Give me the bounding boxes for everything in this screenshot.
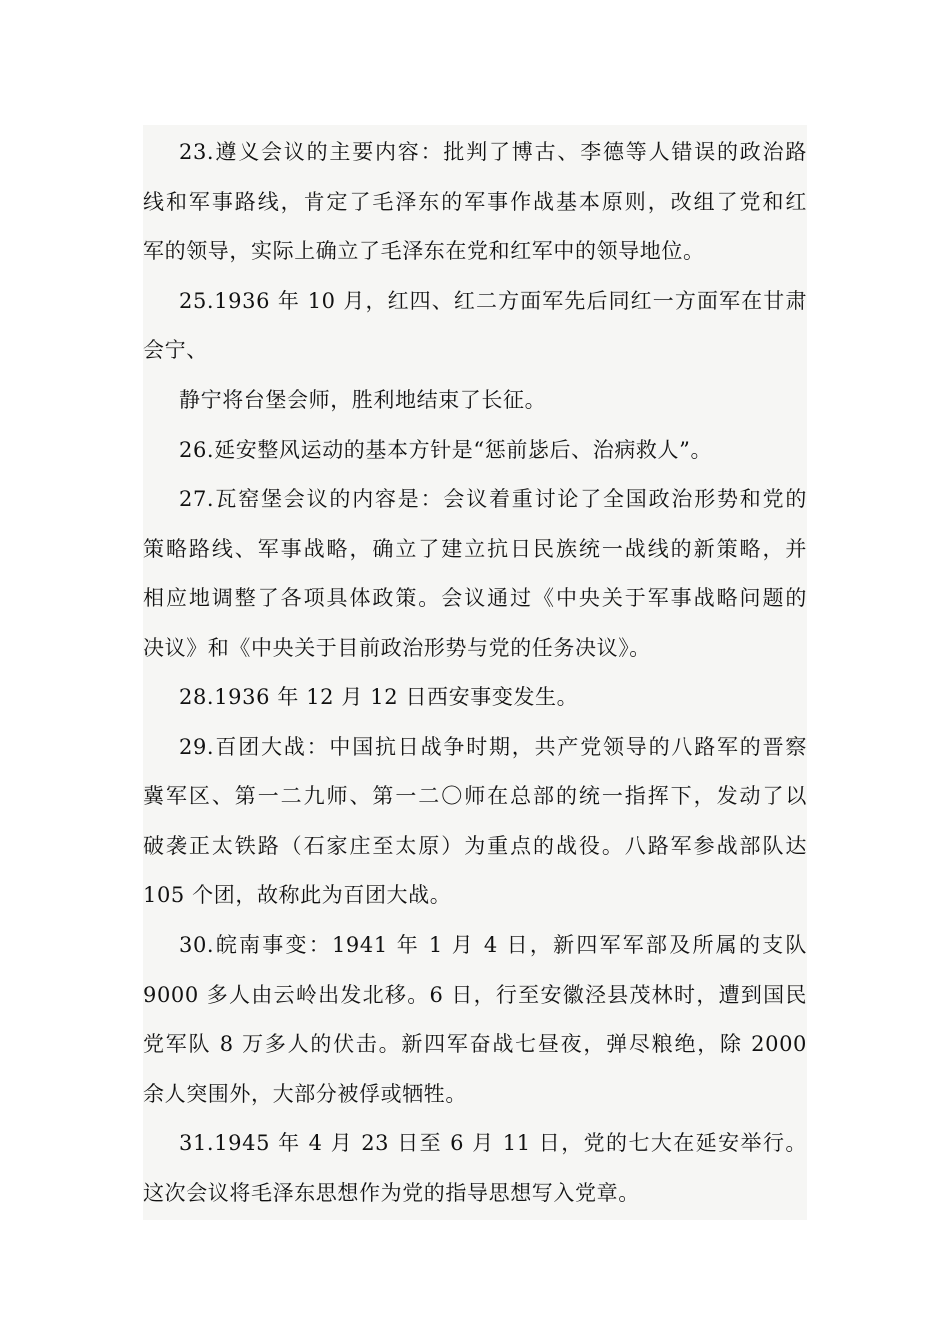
text-block	[143, 125, 807, 1220]
text-line: 这次会议将毛泽东思想作为党的指导思想写入党章。	[143, 1181, 640, 1205]
text-line: 线和军事路线，肯定了毛泽东的军事作战基本原则，改组了党和红	[143, 190, 807, 214]
text-line: 25.1936 年 10 月，红四、红二方面军先后同红一方面军在甘肃	[179, 289, 807, 313]
text-line: 23.遵义会议的主要内容：批判了博古、李德等人错误的政治路	[179, 140, 807, 164]
text-line: 28.1936 年 12 月 12 日西安事变发生。	[179, 685, 579, 709]
text-line: 余人突围外，大部分被俘或牺牲。	[143, 1082, 467, 1106]
text-line: 27.瓦窑堡会议的内容是：会议着重讨论了全国政治形势和党的	[179, 487, 807, 511]
text-line: 破袭正太铁路（石家庄至太原）为重点的战役。八路军参战部队达	[143, 834, 807, 858]
text-line: 9000 多人由云岭出发北移。6 日，行至安徽泾县茂林时，遭到国民	[143, 983, 807, 1007]
text-line: 会宁、	[143, 338, 208, 362]
text-line: 29.百团大战：中国抗日战争时期，共产党领导的八路军的晋察	[179, 735, 807, 759]
text-line: 冀军区、第一二九师、第一二〇师在总部的统一指挥下，发动了以	[143, 784, 807, 808]
text-line: 31.1945 年 4 月 23 日至 6 月 11 日，党的七大在延安举行。	[179, 1131, 807, 1155]
text-line: 策略路线、军事战略，确立了建立抗日民族统一战线的新策略，并	[143, 537, 807, 561]
text-line: 党军队 8 万多人的伏击。新四军奋战七昼夜，弹尽粮绝，除 2000	[143, 1032, 807, 1056]
text-line: 静宁将台堡会师，胜利地结束了长征。	[179, 388, 547, 412]
text-line: 105 个团，故称此为百团大战。	[143, 883, 452, 907]
text-line: 军的领导，实际上确立了毛泽东在党和红军中的领导地位。	[143, 239, 705, 263]
text-line: 30.皖南事变：1941 年 1 月 4 日，新四军军部及所属的支队	[179, 933, 807, 957]
text-line: 相应地调整了各项具体政策。会议通过《中央关于军事战略问题的	[143, 586, 807, 610]
text-line: 决议》和《中央关于目前政治形势与党的任务决议》。	[143, 636, 651, 660]
text-line: 26.延安整风运动的基本方针是“惩前毖后、治病救人”。	[179, 438, 713, 462]
